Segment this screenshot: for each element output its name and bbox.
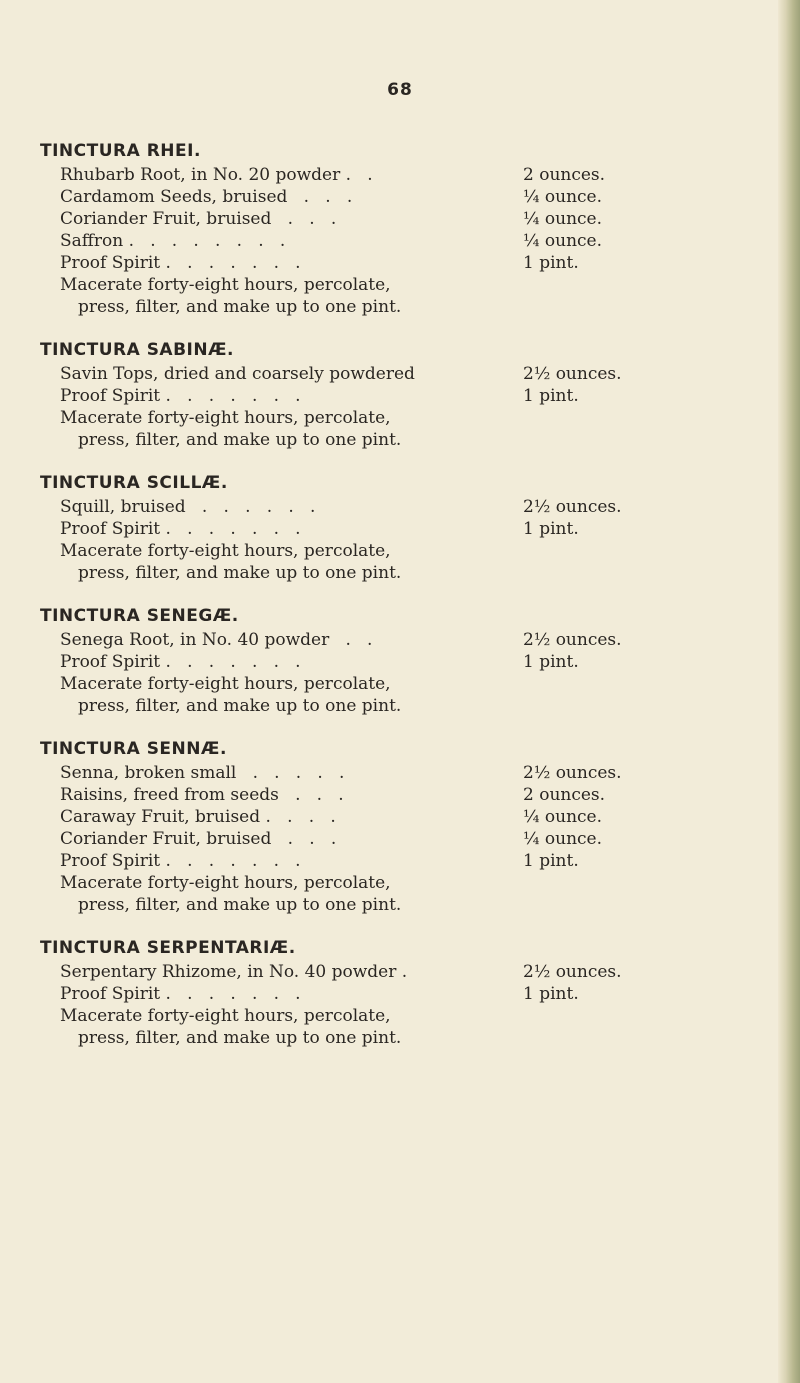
ingredient-name: Rhubarb Root, in No. 20 powder . . — [60, 165, 373, 185]
ingredient-name: Senna, broken small . . . . . — [60, 763, 345, 783]
directions-line: press, filter, and make up to one pint. — [78, 297, 402, 317]
ingredient-name: Serpentary Rhizome, in No. 40 powder . — [60, 962, 408, 982]
recipe-section — [40, 470, 740, 584]
ingredient-quantity: 1 pint. — [523, 253, 579, 273]
ingredient-row — [40, 363, 740, 385]
directions — [60, 872, 580, 916]
page-edge-shadow — [778, 0, 800, 1383]
directions-line: Macerate forty-eight hours, percolate, — [60, 873, 391, 893]
ingredient-row — [40, 518, 740, 540]
ingredient-quantity: ¼ ounce. — [523, 209, 602, 229]
ingredient-row — [40, 961, 740, 983]
ingredient-name: Proof Spirit . . . . . . . — [60, 386, 301, 406]
recipe-title: TINCTURA SENEGÆ. — [40, 606, 239, 626]
ingredient-row — [40, 828, 740, 850]
recipe-title: TINCTURA SCILLÆ. — [40, 473, 228, 493]
ingredient-row — [40, 230, 740, 252]
ingredient-row — [40, 784, 740, 806]
ingredient-name: Coriander Fruit, bruised . . . — [60, 829, 337, 849]
ingredient-name: Proof Spirit . . . . . . . — [60, 519, 301, 539]
ingredient-quantity: ¼ ounce. — [523, 231, 602, 251]
recipe-section — [40, 736, 740, 916]
ingredient-row — [40, 629, 740, 651]
ingredient-row — [40, 762, 740, 784]
directions — [60, 407, 580, 451]
ingredient-row — [40, 385, 740, 407]
directions-line: Macerate forty-eight hours, percolate, — [60, 408, 391, 428]
ingredient-row — [40, 806, 740, 828]
ingredient-row — [40, 208, 740, 230]
directions-line: press, filter, and make up to one pint. — [78, 430, 402, 450]
recipe-list — [40, 138, 740, 1068]
directions-line: Macerate forty-eight hours, percolate, — [60, 275, 391, 295]
directions — [60, 540, 580, 584]
ingredient-row — [40, 186, 740, 208]
ingredient-row — [40, 164, 740, 186]
ingredient-quantity: 1 pint. — [523, 652, 579, 672]
ingredient-name: Proof Spirit . . . . . . . — [60, 253, 301, 273]
ingredient-name: Proof Spirit . . . . . . . — [60, 984, 301, 1004]
directions — [60, 1005, 580, 1049]
recipe-section — [40, 603, 740, 717]
ingredient-name: Raisins, freed from seeds . . . — [60, 785, 344, 805]
ingredient-name: Cardamom Seeds, bruised . . . — [60, 187, 353, 207]
ingredient-quantity: 1 pint. — [523, 519, 579, 539]
ingredient-quantity: 1 pint. — [523, 984, 579, 1004]
ingredient-name: Saffron . . . . . . . . — [60, 231, 286, 251]
directions — [60, 274, 580, 318]
directions-line: press, filter, and make up to one pint. — [78, 1028, 402, 1048]
ingredient-name: Savin Tops, dried and coarsely powdered — [60, 364, 415, 384]
ingredient-row — [40, 252, 740, 274]
directions-line: press, filter, and make up to one pint. — [78, 696, 402, 716]
recipe-title: TINCTURA RHEI. — [40, 141, 201, 161]
ingredient-quantity: ¼ ounce. — [523, 829, 602, 849]
ingredient-quantity: 2½ ounces. — [523, 962, 622, 982]
ingredient-quantity: 1 pint. — [523, 386, 579, 406]
recipe-title: TINCTURA SENNÆ. — [40, 739, 227, 759]
ingredient-row — [40, 983, 740, 1005]
ingredient-name: Caraway Fruit, bruised . . . . — [60, 807, 336, 827]
ingredient-quantity: ¼ ounce. — [523, 807, 602, 827]
directions-line: press, filter, and make up to one pint. — [78, 895, 402, 915]
ingredient-quantity: 2½ ounces. — [523, 763, 622, 783]
ingredient-quantity: 2½ ounces. — [523, 364, 622, 384]
ingredient-name: Proof Spirit . . . . . . . — [60, 652, 301, 672]
ingredient-quantity: 1 pint. — [523, 851, 579, 871]
ingredient-quantity: ¼ ounce. — [523, 187, 602, 207]
recipe-title: TINCTURA SABINÆ. — [40, 340, 235, 360]
ingredient-name: Squill, bruised . . . . . . — [60, 497, 316, 517]
ingredient-row — [40, 496, 740, 518]
ingredient-row — [40, 651, 740, 673]
directions-line: press, filter, and make up to one pint. — [78, 563, 402, 583]
ingredient-name: Coriander Fruit, bruised . . . — [60, 209, 337, 229]
directions-line: Macerate forty-eight hours, percolate, — [60, 674, 391, 694]
recipe-section — [40, 138, 740, 318]
ingredient-name: Senega Root, in No. 40 powder . . — [60, 630, 373, 650]
directions-line: Macerate forty-eight hours, percolate, — [60, 1006, 391, 1026]
ingredient-quantity: 2 ounces. — [523, 785, 606, 805]
directions-line: Macerate forty-eight hours, percolate, — [60, 541, 391, 561]
recipe-title: TINCTURA SERPENTARIÆ. — [40, 938, 296, 958]
ingredient-quantity: 2½ ounces. — [523, 630, 622, 650]
page-number: 68 — [387, 80, 413, 100]
ingredient-name: Proof Spirit . . . . . . . — [60, 851, 301, 871]
ingredient-quantity: 2½ ounces. — [523, 497, 622, 517]
recipe-section — [40, 935, 740, 1049]
ingredient-quantity: 2 ounces. — [523, 165, 606, 185]
recipe-section — [40, 337, 740, 451]
ingredient-row — [40, 850, 740, 872]
directions — [60, 673, 580, 717]
